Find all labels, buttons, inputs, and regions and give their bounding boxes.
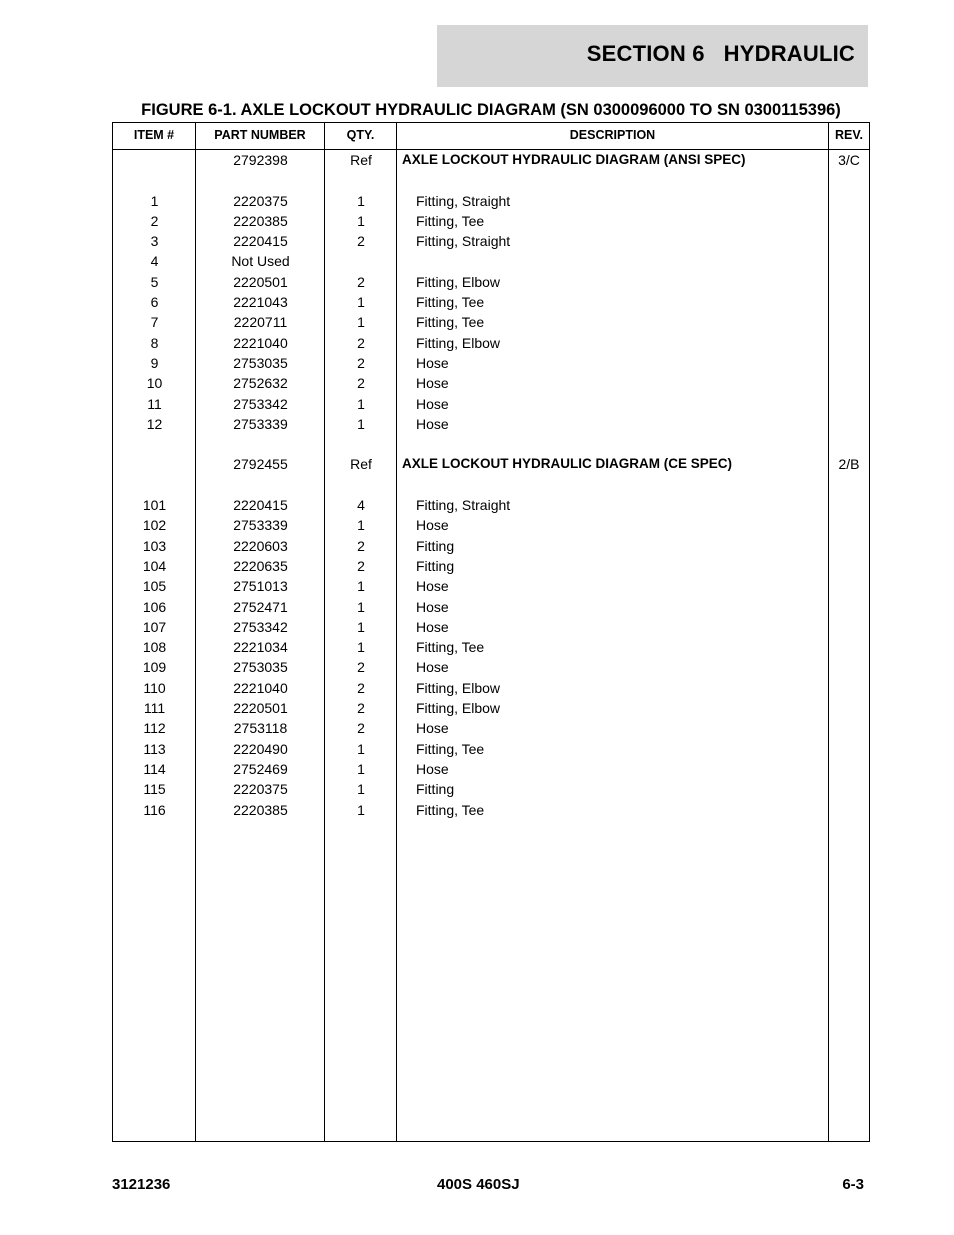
item-number-cell: 8 (150, 334, 159, 351)
part-number-cell: 2751013 (233, 578, 288, 595)
footer-page-number: 6-3 (842, 1176, 864, 1193)
table-row (113, 231, 869, 251)
table-row (113, 373, 869, 393)
table-row (113, 515, 869, 535)
item-number-cell: 1 (150, 192, 159, 209)
description-cell: Hose (416, 395, 449, 412)
table-row (113, 414, 869, 434)
table-row (113, 495, 869, 515)
quantity-cell: 1 (357, 598, 365, 615)
column-header-description: DESCRIPTION (569, 128, 656, 142)
quantity-cell: 2 (357, 354, 365, 371)
table-row (113, 312, 869, 332)
item-number-cell: 110 (143, 679, 166, 696)
footer-model: 400S 460SJ (437, 1176, 520, 1193)
table-row (113, 576, 869, 596)
revision-cell: 3/C (838, 152, 860, 168)
description-cell: AXLE LOCKOUT HYDRAULIC DIAGRAM (ANSI SPEC) (402, 152, 746, 167)
part-number-cell: 2221034 (233, 639, 288, 656)
section-header-box (437, 25, 868, 87)
description-cell: Hose (416, 415, 449, 432)
table-row (113, 759, 869, 779)
quantity-cell: 2 (357, 679, 365, 696)
description-cell: Fitting, Elbow (416, 334, 501, 351)
quantity-cell: 1 (357, 740, 365, 757)
description-cell: Fitting (416, 557, 455, 574)
part-number-cell: 2220603 (233, 537, 288, 554)
item-number-cell: 11 (147, 395, 162, 412)
part-number-cell: 2220490 (233, 740, 288, 757)
quantity-cell: 2 (357, 233, 365, 250)
description-cell: Hose (416, 354, 449, 371)
quantity-cell: 1 (357, 294, 365, 311)
quantity-cell: Ref (350, 152, 372, 168)
column-header-part-number: PART NUMBER (214, 128, 306, 142)
part-number-cell: 2792455 (233, 456, 288, 473)
item-number-cell: 101 (142, 497, 167, 514)
table-row (113, 272, 869, 292)
quantity-cell: 2 (357, 700, 365, 717)
table-row (113, 191, 869, 211)
quantity-cell: 1 (357, 192, 365, 209)
item-number-cell: 109 (142, 659, 167, 676)
part-number-cell: 2752471 (233, 598, 288, 615)
description-cell: Fitting, Straight (416, 192, 511, 209)
quantity-cell: 1 (357, 618, 365, 635)
description-cell: Hose (416, 375, 449, 392)
quantity-cell: 2 (357, 659, 365, 676)
part-number-cell: 2220375 (233, 781, 288, 798)
item-number-cell: 114 (143, 760, 166, 777)
quantity-cell: 2 (357, 557, 365, 574)
column-header-qty: QTY. (346, 128, 375, 142)
table-row (113, 394, 869, 414)
item-number-cell: 111 (143, 700, 166, 717)
section-label: SECTION 6 (586, 41, 705, 66)
quantity-cell: 1 (357, 578, 365, 595)
part-number-cell: 2220375 (233, 192, 288, 209)
column-header-item: ITEM # (133, 128, 175, 142)
description-cell: Hose (416, 578, 449, 595)
table-row (113, 657, 869, 677)
description-cell: Fitting, Tee (416, 740, 485, 757)
item-number-cell: 105 (142, 578, 167, 595)
quantity-cell: Ref (350, 456, 372, 473)
description-cell: Hose (416, 517, 449, 534)
part-number-cell: 2221040 (233, 334, 288, 351)
parts-table (112, 122, 870, 1142)
description-cell: Fitting, Tee (416, 639, 485, 656)
section-name: HYDRAULIC (723, 41, 855, 66)
part-number-cell: 2220501 (233, 273, 288, 290)
quantity-cell: 1 (357, 801, 365, 818)
part-number-cell: 2221040 (233, 679, 288, 696)
item-number-cell: 112 (143, 720, 166, 737)
part-number-cell: 2220711 (233, 314, 288, 331)
table-row (113, 597, 869, 617)
part-number-cell: Not Used (231, 253, 290, 270)
quantity-cell: 2 (357, 375, 365, 392)
description-cell: Fitting, Straight (416, 497, 511, 514)
footer-document-number: 3121236 (112, 1176, 171, 1193)
table-row (113, 637, 869, 657)
table-row (113, 434, 869, 454)
description-cell: Fitting, Tee (416, 212, 485, 229)
table-row (113, 454, 869, 474)
table-row (113, 779, 869, 799)
part-number-cell: 2753035 (233, 659, 288, 676)
item-number-cell: 103 (142, 537, 167, 554)
quantity-cell: 2 (357, 720, 365, 737)
item-number-cell: 6 (150, 294, 159, 311)
item-number-cell: 104 (142, 557, 167, 574)
description-cell: Fitting, Straight (416, 233, 511, 250)
table-row (113, 150, 869, 170)
description-cell: Hose (416, 598, 449, 615)
item-number-cell: 102 (142, 517, 167, 534)
item-number-cell: 10 (146, 375, 163, 392)
item-number-cell: 2 (150, 212, 159, 229)
part-number-cell: 2753342 (233, 618, 288, 635)
description-cell: Hose (416, 720, 449, 737)
description-cell: Fitting, Tee (416, 314, 485, 331)
quantity-cell: 2 (357, 537, 365, 554)
quantity-cell: 2 (357, 273, 365, 290)
quantity-cell: 1 (357, 781, 365, 798)
part-number-cell: 2220385 (233, 801, 288, 818)
part-number-cell: 2752469 (233, 760, 288, 777)
table-row (113, 292, 869, 312)
item-number-cell: 7 (150, 314, 159, 331)
table-row (113, 617, 869, 637)
description-cell: Hose (416, 760, 449, 777)
part-number-cell: 2220415 (233, 497, 288, 514)
table-row (113, 800, 869, 820)
item-number-cell: 115 (143, 781, 166, 798)
section-title (587, 41, 855, 67)
part-number-cell: 2753339 (233, 517, 288, 534)
table-row (113, 170, 869, 190)
table-row (113, 718, 869, 738)
table-row (113, 475, 869, 495)
part-number-cell: 2753118 (233, 720, 288, 737)
quantity-cell: 1 (357, 395, 365, 412)
part-number-cell: 2753342 (233, 395, 288, 412)
description-cell: Fitting, Elbow (416, 273, 501, 290)
table-row (113, 678, 869, 698)
part-number-cell: 2221043 (233, 294, 288, 311)
figure-title: FIGURE 6-1. AXLE LOCKOUT HYDRAULIC DIAGRAM (SN 0300096000 TO SN 0300115396) (141, 101, 841, 119)
part-number-cell: 2753339 (233, 415, 288, 432)
table-row (113, 698, 869, 718)
item-number-cell: 106 (142, 598, 167, 615)
quantity-cell: 1 (357, 212, 365, 229)
item-number-cell: 107 (142, 618, 167, 635)
table-row (113, 211, 869, 231)
revision-cell: 2/B (838, 456, 860, 473)
quantity-cell: 1 (357, 314, 365, 331)
description-cell: Hose (416, 659, 449, 676)
item-number-cell: 113 (143, 740, 166, 757)
part-number-cell: 2752632 (233, 375, 288, 392)
description-cell: Fitting (416, 537, 455, 554)
item-number-cell: 3 (150, 233, 159, 250)
description-cell: Fitting (416, 781, 455, 798)
item-number-cell: 108 (142, 639, 167, 656)
table-row (113, 739, 869, 759)
description-cell: Fitting, Elbow (416, 679, 501, 696)
column-header-rev: REV. (834, 128, 864, 142)
item-number-cell: 9 (150, 354, 159, 371)
part-number-cell: 2220501 (233, 700, 288, 717)
table-row (113, 353, 869, 373)
description-cell: AXLE LOCKOUT HYDRAULIC DIAGRAM (CE SPEC) (402, 456, 732, 472)
table-row (113, 556, 869, 576)
quantity-cell: 2 (357, 334, 365, 351)
item-number-cell: 4 (150, 253, 159, 270)
part-number-cell: 2220635 (233, 557, 288, 574)
table-row (113, 536, 869, 556)
item-number-cell: 116 (143, 801, 166, 818)
quantity-cell: 4 (357, 497, 365, 514)
description-cell: Fitting, Tee (416, 801, 485, 818)
quantity-cell: 1 (357, 415, 365, 432)
description-cell: Fitting, Elbow (416, 700, 501, 717)
table-body (113, 150, 869, 820)
table-row (113, 333, 869, 353)
part-number-cell: 2220415 (233, 233, 288, 250)
item-number-cell: 12 (146, 415, 163, 432)
part-number-cell: 2753035 (233, 354, 288, 371)
quantity-cell: 1 (357, 639, 365, 656)
description-cell: Hose (416, 618, 449, 635)
table-row (113, 251, 869, 271)
item-number-cell: 5 (150, 273, 159, 290)
part-number-cell: 2220385 (233, 212, 288, 229)
description-cell: Fitting, Tee (416, 294, 485, 311)
quantity-cell: 1 (357, 760, 365, 777)
quantity-cell: 1 (357, 517, 365, 534)
part-number-cell: 2792398 (233, 152, 288, 168)
